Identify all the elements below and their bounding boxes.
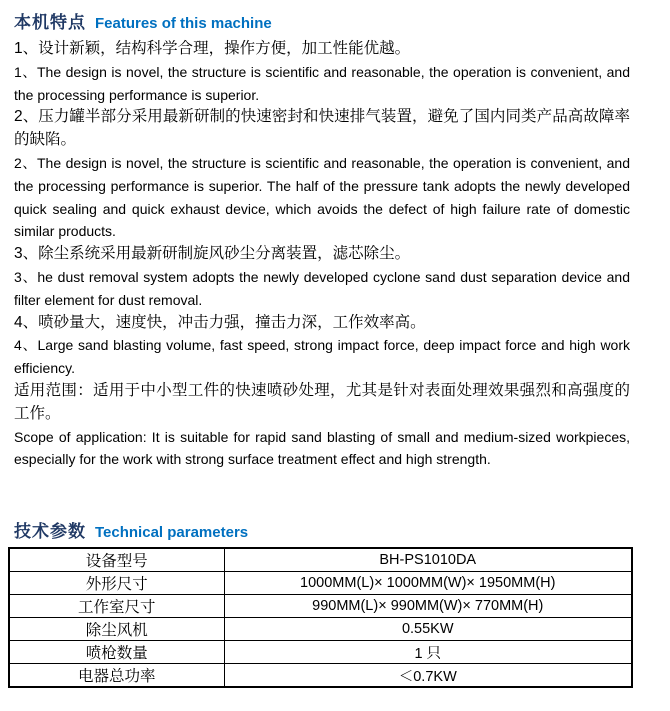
param-value: BH-PS1010DA — [224, 548, 632, 572]
param-value: 1000MM(L)× 1000MM(W)× 1950MM(H) — [224, 572, 632, 595]
table-row-model — [9, 548, 632, 572]
feature-paragraph-4-en: 4、Large sand blasting volume, fast speed, strong impact force, deep impact force and high work efficiency. — [14, 337, 630, 377]
feature-paragraph-4-zh: 4、喷砂量大，速度快，冲击力强，撞击力深，工作效率高。 — [14, 313, 426, 331]
parameters-section-title — [14, 517, 630, 542]
features-title-chinese: 本机特点 — [14, 13, 86, 32]
feature-paragraph-1-zh: 1、设计新颖，结构科学合理，操作方便，加工性能优越。 — [14, 40, 411, 57]
param-value: 1 只 — [224, 641, 632, 664]
parameters-title-chinese: 技术参数 — [14, 522, 86, 542]
table-row-workroom-size — [9, 595, 632, 618]
scope-paragraph-zh: 适用范围：适用于中小型工件的快速喷砂处理，尤其是针对表面处理效果强烈和高强度的工作。 — [14, 381, 630, 422]
param-label: 电器总功率 — [9, 664, 224, 688]
table-row-dust-fan — [9, 618, 632, 641]
param-label: 喷枪数量 — [9, 641, 224, 664]
features-body — [14, 38, 630, 471]
feature-paragraph-2-zh: 2、压力罐半部分采用最新研制的快速密封和快速排气装置，避免了国内同类产品高故障率的缺陷。 — [14, 108, 630, 149]
param-label: 工作室尺寸 — [9, 595, 224, 618]
parameters-section — [14, 517, 630, 688]
features-section — [14, 8, 630, 471]
param-label: 外形尺寸 — [9, 572, 224, 595]
feature-paragraph-3-zh: 3、除尘系统采用最新研制旋风砂尘分离装置，滤芯除尘。 — [14, 245, 411, 263]
table-row-gun-count — [9, 641, 632, 664]
scope-paragraph-en: Scope of application: It is suitable for rapid sand blasting of small and medium-sized workpieces, especially for the work with strong surface treatment effect and high strength. — [14, 428, 630, 468]
param-value: ＜0.7KW — [224, 664, 632, 688]
parameters-title-english: Technical parameters — [95, 524, 249, 542]
param-label: 设备型号 — [9, 548, 224, 572]
param-value: 990MM(L)× 990MM(W)× 770MM(H) — [224, 595, 632, 618]
technical-parameters-table — [8, 547, 633, 688]
param-value: 0.55KW — [224, 618, 632, 641]
feature-paragraph-2-en: 2、The design is novel, the structure is scientific and reasonable, the operation is convenient, and the processing performance is superior. The half of the pressure tank adopts the newly developed quick sealing and quick exhaust device, which avoids the defect of high failure rate of domestic similar products. — [14, 154, 630, 240]
features-section-title — [14, 8, 630, 33]
table-row-total-power — [9, 664, 632, 688]
table-row-overall-size — [9, 572, 632, 595]
features-title-english: Features of this machine — [95, 15, 272, 32]
param-label: 除尘风机 — [9, 618, 224, 641]
feature-paragraph-1-en: 1、The design is novel, the structure is scientific and reasonable, the operation is convenient, and the processing performance is superior. — [14, 63, 630, 103]
feature-paragraph-3-en: 3、he dust removal system adopts the newly developed cyclone sand dust separation device and filter element for dust removal. — [14, 268, 630, 308]
